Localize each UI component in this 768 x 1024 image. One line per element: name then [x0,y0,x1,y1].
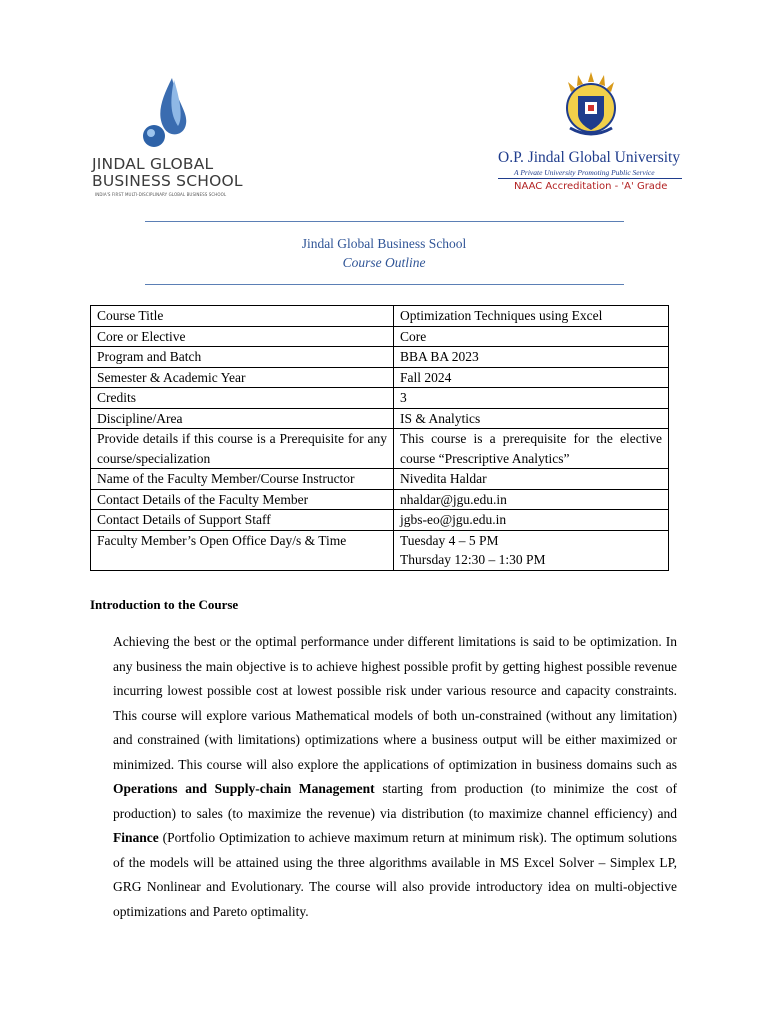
university-tagline: A Private University Promoting Public Service [514,168,655,177]
row-label: Discipline/Area [91,408,394,429]
row-label: Contact Details of the Faculty Member [91,489,394,510]
intro-text: Achieving the best or the optimal performance under different limitations is said to be optimization. In any business the main objective is to achieve highest possible profit by getting highest possible revenue incurring lowest possible cost at lowest possible risk under various resource and capacity constraints. This course will explore various Mathematical models of both un-constrained (without any limitation) and constrained (with limitations) optimizations where a business output will be either maximized or minimized. This course will also explore the applications of optimization in business domains such as [113,634,677,772]
row-value: nhaldar@jgu.edu.in [394,489,669,510]
school-name: Jindal Global Business School [301,236,467,251]
course-details-table [90,305,669,571]
naac-accreditation: NAAC Accreditation - 'A' Grade [514,181,668,192]
intro-text: (Portfolio Optimization to achieve maximum return at minimum risk). The optimum solutions of the models will be attained using the three algorithms available in MS Excel Solver – Simplex LP, GRG Nonlinear and Evolutionary. The course will also provide introductory idea on multi-objective optimizations and Pareto optimality. [113,830,677,919]
row-value: This course is a prerequisite for the elective course “Prescriptive Analytics” [394,429,669,469]
row-value: BBA BA 2023 [394,347,669,368]
table-row [91,388,669,409]
row-label: Program and Batch [91,347,394,368]
row-value: Nivedita Haldar [394,469,669,490]
row-value: jgbs-eo@jgu.edu.in [394,510,669,531]
intro-heading: Introduction to the Course [90,597,239,612]
row-value: Fall 2024 [394,367,669,388]
intro-text: starting from production (to minimize the cost of production) to sales (to maximize the revenue) via distribution (to maximize channel efficiency) and [113,781,677,821]
university-crest-icon [556,72,626,142]
intro-paragraph [113,630,677,924]
table-row [91,429,669,469]
drop-globe-icon [140,76,200,152]
header-rule-bottom [145,284,624,285]
row-value: Core [394,326,669,347]
row-label: Credits [91,388,394,409]
row-label: Semester & Academic Year [91,367,394,388]
university-name: O.P. Jindal Global University [498,149,681,166]
table-row [91,489,669,510]
row-value [394,530,669,570]
row-label: Course Title [91,306,394,327]
row-value: IS & Analytics [394,408,669,429]
intro-bold-operations: Operations and Supply-chain Management [113,781,375,796]
table-row [91,347,669,368]
table-row [91,469,669,490]
table-row [91,326,669,347]
jgbs-tagline: INDIA'S FIRST MULTI-DISCIPLINARY GLOBAL BUSINESS SCHOOL [95,192,227,197]
table-row [91,367,669,388]
row-label: Contact Details of Support Staff [91,510,394,531]
row-value: 3 [394,388,669,409]
header-rule-top [145,221,624,222]
jgbs-wordmark: JINDAL GLOBAL BUSINESS SCHOOL [92,155,243,190]
jgu-logo [494,72,684,198]
row-value: Optimization Techniques using Excel [394,306,669,327]
office-hours-thursday: Thursday 12:30 – 1:30 PM [400,552,546,567]
jgbs-logo [92,76,242,202]
row-label: Core or Elective [91,326,394,347]
table-row [91,530,669,570]
document-type: Course Outline [342,255,426,270]
table-row [91,510,669,531]
row-label: Name of the Faculty Member/Course Instructor [91,469,394,490]
office-hours-tuesday: Tuesday 4 – 5 PM [400,532,499,548]
intro-bold-finance: Finance [113,830,159,845]
logo-divider [498,178,682,179]
table-row [91,306,669,327]
row-label: Faculty Member’s Open Office Day/s & Time [91,530,394,570]
table-row [91,408,669,429]
row-label: Provide details if this course is a Prerequisite for any course/specialization [91,429,394,469]
